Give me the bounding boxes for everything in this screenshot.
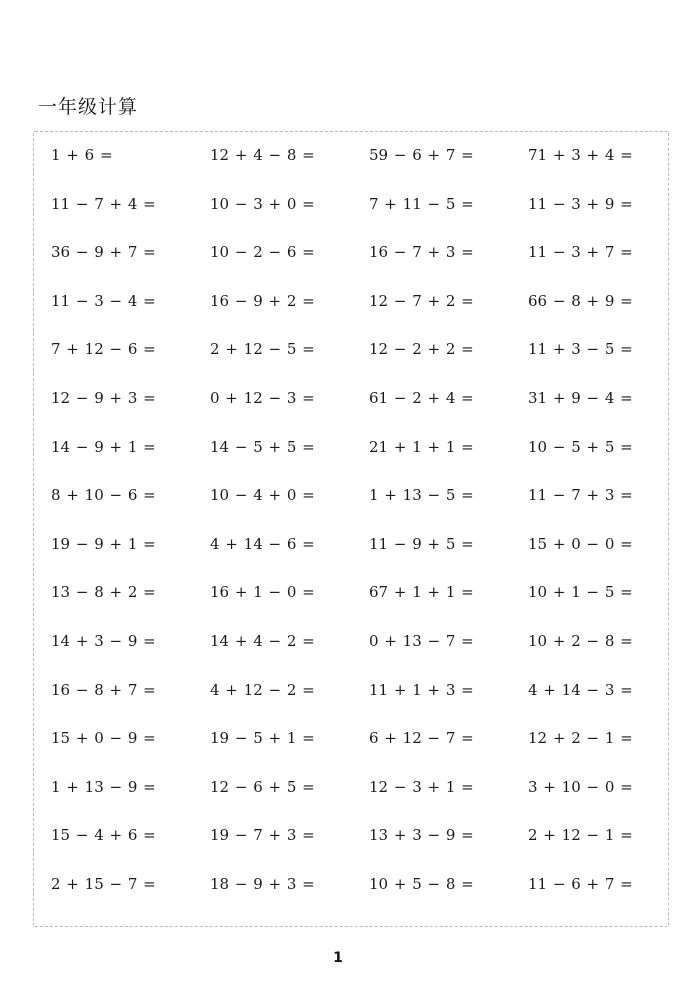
problem-item: 11 − 7 + 4 = xyxy=(51,194,156,213)
problem-item: 12 − 9 + 3 = xyxy=(51,388,156,407)
problem-item: 67 + 1 + 1 = xyxy=(369,583,474,602)
problem-item: 10 + 1 − 5 = xyxy=(528,583,633,602)
problem-item: 61 − 2 + 4 = xyxy=(369,388,474,407)
problem-item: 4 + 14 − 6 = xyxy=(210,534,315,553)
problem-item: 19 − 5 + 1 = xyxy=(210,729,315,748)
problem-item: 4 + 12 − 2 = xyxy=(210,680,315,699)
problem-item: 6 + 12 − 7 = xyxy=(369,729,474,748)
problem-item: 71 + 3 + 4 = xyxy=(528,146,633,164)
problem-item: 16 − 8 + 7 = xyxy=(51,680,156,699)
problem-item: 12 − 3 + 1 = xyxy=(369,777,474,796)
problem-item: 14 − 9 + 1 = xyxy=(51,437,156,456)
problem-item: 18 − 9 + 3 = xyxy=(210,874,315,893)
problem-item: 1 + 6 = xyxy=(51,146,113,164)
problem-item: 8 + 10 − 6 = xyxy=(51,486,156,505)
problem-item: 15 + 0 − 9 = xyxy=(51,729,156,748)
problem-item: 0 + 13 − 7 = xyxy=(369,631,474,650)
problem-item: 10 − 2 − 6 = xyxy=(210,243,315,262)
problem-item: 11 − 3 − 4 = xyxy=(51,291,156,310)
problem-item: 2 + 12 − 5 = xyxy=(210,340,315,359)
problem-sheet xyxy=(33,131,669,927)
problem-item: 15 − 4 + 6 = xyxy=(51,826,156,845)
problem-item: 10 − 5 + 5 = xyxy=(528,437,633,456)
worksheet-title: 一年级计算 xyxy=(38,96,139,118)
problem-item: 15 + 0 − 0 = xyxy=(528,534,633,553)
problem-item: 31 + 9 − 4 = xyxy=(528,388,633,407)
problem-item: 13 + 3 − 9 = xyxy=(369,826,474,845)
problem-item: 3 + 10 − 0 = xyxy=(528,777,633,796)
problem-item: 14 − 5 + 5 = xyxy=(210,437,315,456)
problem-item: 19 − 9 + 1 = xyxy=(51,534,156,553)
problem-item: 11 + 1 + 3 = xyxy=(369,680,474,699)
problem-item: 7 + 11 − 5 = xyxy=(369,194,474,213)
problem-item: 12 + 2 − 1 = xyxy=(528,729,633,748)
problem-item: 10 + 5 − 8 = xyxy=(369,874,474,893)
problem-item: 1 + 13 − 9 = xyxy=(51,777,156,796)
problem-item: 11 − 3 + 7 = xyxy=(528,243,633,262)
problem-item: 13 − 8 + 2 = xyxy=(51,583,156,602)
problem-item: 11 + 3 − 5 = xyxy=(528,340,633,359)
problem-item: 10 − 4 + 0 = xyxy=(210,486,315,505)
problem-item: 10 − 3 + 0 = xyxy=(210,194,315,213)
problem-item: 12 + 4 − 8 = xyxy=(210,146,315,164)
problem-grid xyxy=(51,143,671,921)
problem-item: 16 − 9 + 2 = xyxy=(210,291,315,310)
problem-item: 14 + 4 − 2 = xyxy=(210,631,315,650)
problem-item: 11 − 7 + 3 = xyxy=(528,486,633,505)
problem-item: 21 + 1 + 1 = xyxy=(369,437,474,456)
problem-item: 7 + 12 − 6 = xyxy=(51,340,156,359)
problem-item: 1 + 13 − 5 = xyxy=(369,486,474,505)
problem-item: 12 − 6 + 5 = xyxy=(210,777,315,796)
problem-item: 11 − 9 + 5 = xyxy=(369,534,474,553)
page-number: 1 xyxy=(333,950,343,966)
problem-item: 66 − 8 + 9 = xyxy=(528,291,633,310)
problem-item: 16 − 7 + 3 = xyxy=(369,243,474,262)
problem-item: 36 − 9 + 7 = xyxy=(51,243,156,262)
problem-item: 4 + 14 − 3 = xyxy=(528,680,633,699)
problem-item: 11 − 6 + 7 = xyxy=(528,874,633,893)
problem-item: 0 + 12 − 3 = xyxy=(210,388,315,407)
problem-item: 19 − 7 + 3 = xyxy=(210,826,315,845)
problem-item: 11 − 3 + 9 = xyxy=(528,194,633,213)
problem-item: 10 + 2 − 8 = xyxy=(528,631,633,650)
problem-item: 12 − 7 + 2 = xyxy=(369,291,474,310)
problem-item: 14 + 3 − 9 = xyxy=(51,631,156,650)
problem-item: 2 + 12 − 1 = xyxy=(528,826,633,845)
problem-item: 16 + 1 − 0 = xyxy=(210,583,315,602)
problem-item: 59 − 6 + 7 = xyxy=(369,146,474,164)
problem-item: 2 + 15 − 7 = xyxy=(51,874,156,893)
problem-item: 12 − 2 + 2 = xyxy=(369,340,474,359)
